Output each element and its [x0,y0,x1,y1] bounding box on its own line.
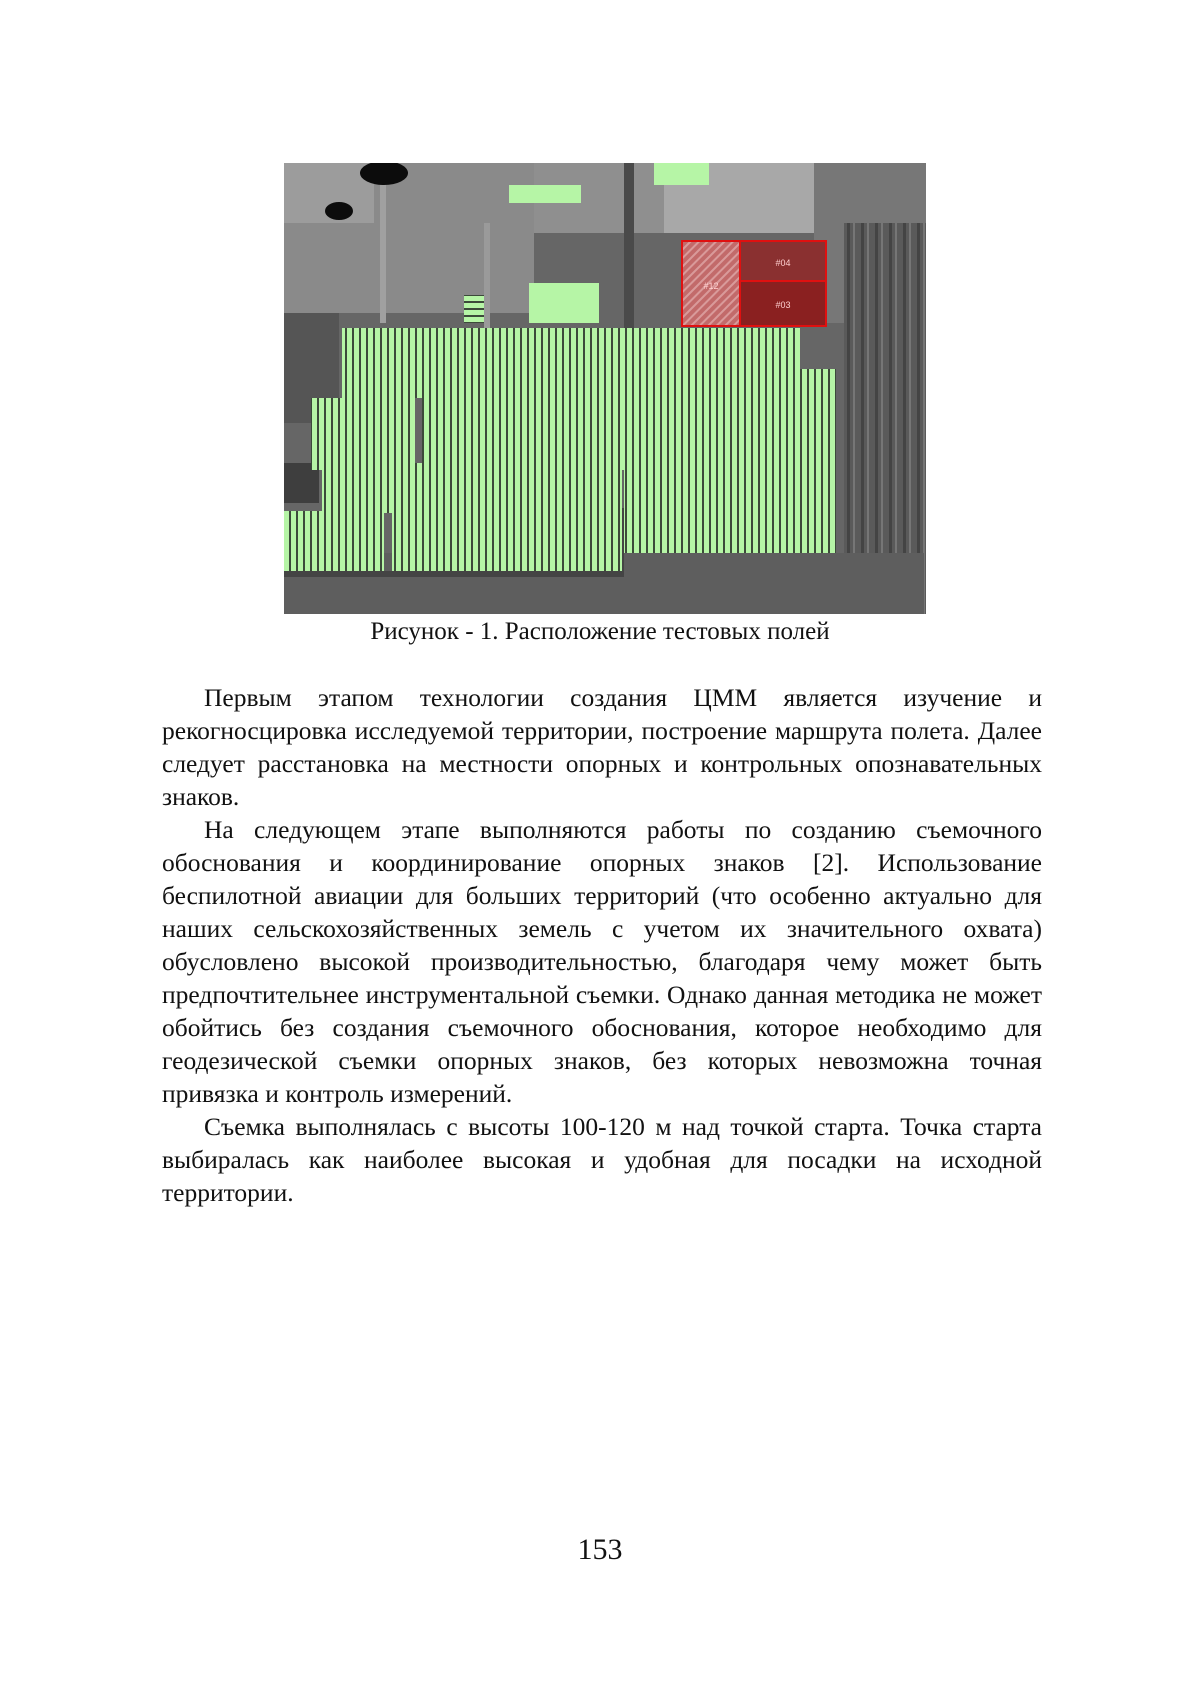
field-label-04: #04 [775,258,791,268]
paragraph-1: Первым этапом технологии создания ЦММ является изучение и рекогносцировка исследуемой территории, построение маршрута полета. Далее следует расстановка на местности опорных и контрольных опознавательных знаков. [162,683,1042,811]
field-label-12: #12 [703,281,719,291]
paragraph-2: На следующем этапе выполняются работы по созданию съемочного обоснования и координирование опорных знаков [2]. Использование беспилотной авиации для больших территорий (что особенно актуально для наших сельскохозяйственных земель с учетом их значительного охвата) обусловлено высокой производительностью, благодаря чему может быть предпочтительнее инструментальной съемки. Однако данная методика не может обойтись без создания съемочного обоснования, которое необходимо для геодезической съемки опорных знаков, без которых невозможна точная привязка и контроль измерений. [162,815,1042,1108]
page-number: 153 [577,1533,623,1566]
field-label-03: #03 [775,300,791,310]
figure-caption: Рисунок - 1. Расположение тестовых полей [370,618,830,645]
paragraph-3: Съемка выполнялась с высоты 100-120 м над точкой старта. Точка старта выбиралась как наиболее высокая и удобная для посадки на исходной территории. [162,1112,1042,1207]
body-text [162,681,1042,1209]
satellite-image [284,163,926,614]
satellite-figure [284,163,926,614]
